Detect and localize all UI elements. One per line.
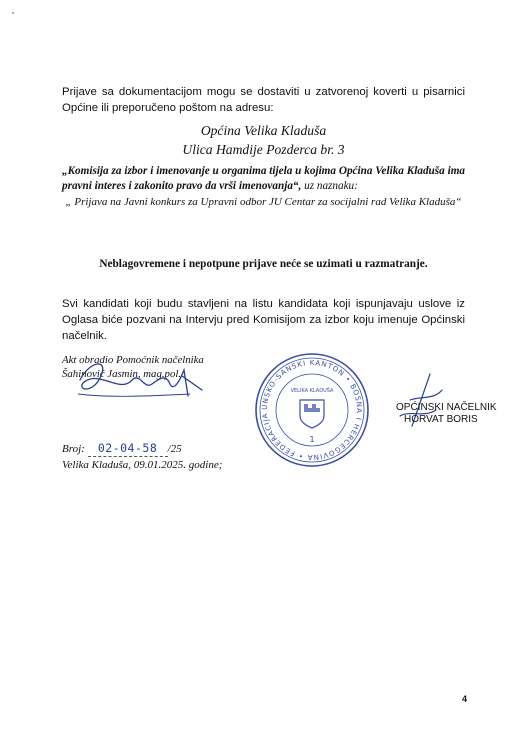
commission-name: „Komisija za izbor i imenovanje u organima tijela u kojima Općina Velika Kladuša ima pravni interes i zakonito pravo da vrši imenovanja“, xyxy=(62,165,465,192)
page-number: 4 xyxy=(462,694,468,704)
address-line-municipality: Općina Velika Kladuša xyxy=(200,123,327,138)
prepared-by-name: Šahinović Jasmin, mag.pol. xyxy=(62,368,182,380)
address-line-street: Ulica Hamdije Pozderca br. 3 xyxy=(182,142,345,157)
mayor-title: OPĆINSKI NAČELNIK xyxy=(396,402,497,413)
incomplete-notice: Neblagovremene i nepotpune prijave neće se uzimati u razmatranje. xyxy=(99,258,428,270)
reference-suffix: /25 xyxy=(167,443,182,455)
assistant-signature-icon xyxy=(70,350,210,406)
reference-label: Broj: xyxy=(62,443,85,455)
stamp-ring-text: UNSKO-SANSKI KANTON • BOSNA I HERCEGOVINA • FEDERACIJA xyxy=(260,358,364,462)
stamp-center-number: 1 xyxy=(309,435,315,444)
candidates-paragraph: Svi kandidati koji budu stavljeni na listu kandidata koji ispunjavaju uslove iz Oglasa biće pozvani na Intervju pred Komisijom za izbor koju imenuje Općinski načelnik. xyxy=(62,298,465,342)
mayor-signature-block xyxy=(396,402,506,426)
reference-block xyxy=(62,440,282,473)
commission-address xyxy=(62,164,465,194)
place-date: Velika Kladuša, 09.01.2025. godine; xyxy=(62,459,223,471)
application-label: „ Prijava na Javni konkurs za Upravni odbor JU Centar za socijalni rad Velika Kladuša“ xyxy=(65,196,462,208)
reference-number-line xyxy=(62,440,282,457)
scan-speck xyxy=(12,12,14,14)
commission-tail: uz naznaku: xyxy=(301,180,358,192)
prepared-by-title: Akt obradio Pomoćnik načelnika xyxy=(62,354,204,366)
reference-number: 02-04-58 xyxy=(88,440,168,457)
intro-paragraph: Prijave sa dokumentacijom mogu se dostaviti u zatvorenoj koverti u pisarnici Općine ili preporučeno poštom na adresu: xyxy=(62,86,465,114)
stamp-inner-text: VELIKA KLADUŠA xyxy=(290,388,334,394)
mayor-name: HORVAT BORIS xyxy=(404,414,478,425)
